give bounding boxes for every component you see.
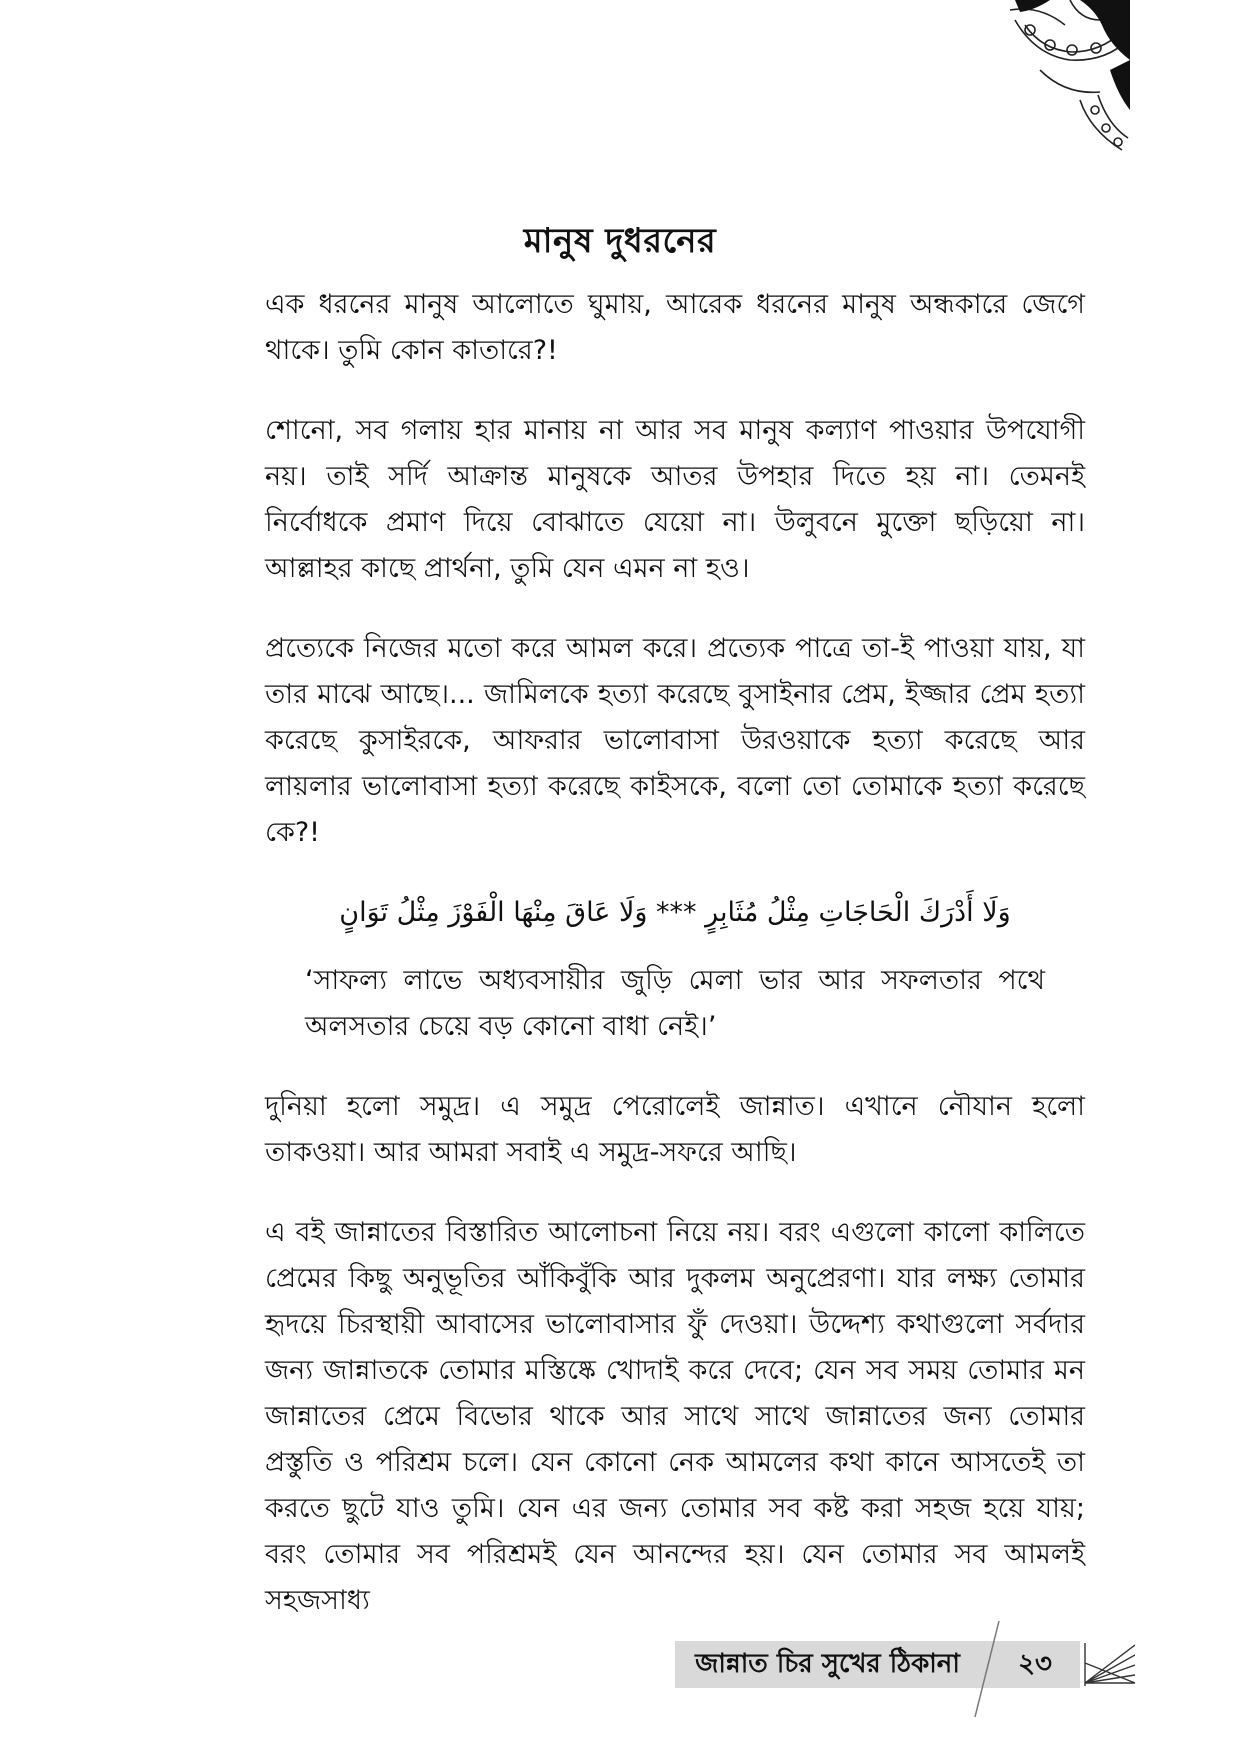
verse-translation-quote: ‘সাফল্য লাভে অধ্যবসায়ীর জুড়ি মেলা ভার আর সফলতার পথে অলসতার চেয়ে বড় কোনো বাধা নেই।’ (305, 965, 1045, 1042)
paragraph: দুনিয়া হলো সমুদ্র। এ সমুদ্র পেরোলেই জান্নাত। এখানে নৌযান হলো তাকওয়া। আর আমরা সবাই এ সমুদ্র-সফরে আছি। (265, 1091, 1085, 1168)
body-text (265, 282, 1085, 1658)
paragraph: প্রত্যেকে নিজের মতো করে আমল করে। প্রত্যেক পাত্রে তা-ই পাওয়া যায়, যা তার মাঝে আছে।... জামিলকে হত্যা করেছে বুসাইনার প্রেম, ইজ্জার প্রেম হত্যা করেছে কুসাইরকে, আফরার ভালোবাসা উরওয়াকে হত্যা করেছে আর লায়লার ভালোবাসা হত্যা করেছে কাইসকে, বলো তো তোমাকে হত্যা করেছে কে?! (265, 633, 1085, 848)
paragraph: এ বই জান্নাতের বিস্তারিত আলোচনা নিয়ে নয়। বরং এগুলো কালো কালিতে প্রেমের কিছু অনুভূতির আঁকিবুঁকি আর দুকলম অনুপ্রেরণা। যার লক্ষ্য তোমার হৃদয়ে চিরস্থায়ী আবাসের ভালোবাসার ফুঁ দেওয়া। উদ্দেশ্য কথাগুলো সর্বদার জন্য জান্নাতকে তোমার মস্তিষ্কে খোদাই করে দেবে; যেন সব সময় তোমার মন জান্নাতের প্রেমে বিভোর থাকে আর সাথে সাথে জান্নাতের জন্য তোমার প্রস্তুতি ও পরিশ্রম চলে। যেন কোনো নেক আমলের কথা কানে আসতেই তা করতে ছুটে যাও তুমি। যেন এর জন্য তোমার সব কষ্ট করা সহজ হয়ে যায়; বরং তোমার সব পরিশ্রমই যেন আনন্দের হয়। যেন তোমার সব আমলই সহজসাধ্য (265, 1217, 1085, 1616)
paragraph: এক ধরনের মানুষ আলোতে ঘুমায়, আরেক ধরনের মানুষ অন্ধকারে জেগে থাকে। তুমি কোন কাতারে?! (265, 289, 1085, 366)
line-fan-ornament-icon (1083, 1643, 1135, 1686)
mandala-ornament-icon (1010, 0, 1130, 165)
page-title: মানুষ দুধরনের (523, 221, 717, 261)
book-title: জান্নাত চির সুখের ঠিকানা (695, 1649, 960, 1679)
paragraph: শোনো, সব গলায় হার মানায় না আর সব মানুষ কল্যাণ পাওয়ার উপযোগী নয়। তাই সর্দি আক্রান্ত মানুষকে আতর উপহার দিতে হয় না। তেমনই নির্বোধকে প্রমাণ দিয়ে বোঝাতে যেয়ো না। উলুবনে মুক্তো ছড়িয়ো না। আল্লাহর কাছে প্রার্থনা, তুমি যেন এমন না হও। (265, 415, 1085, 584)
page-number: ২৩ (1018, 1649, 1052, 1679)
arabic-verse: وَلَا أَدْرَكَ الْحَاجَاتِ مِثْلُ مُثَابِرٍ *** وَلَا عَاقَ مِنْهَا الْفَوْزَ مِثْلُ تَوَانٍ (339, 897, 1011, 928)
page-footer (675, 1641, 1135, 1688)
